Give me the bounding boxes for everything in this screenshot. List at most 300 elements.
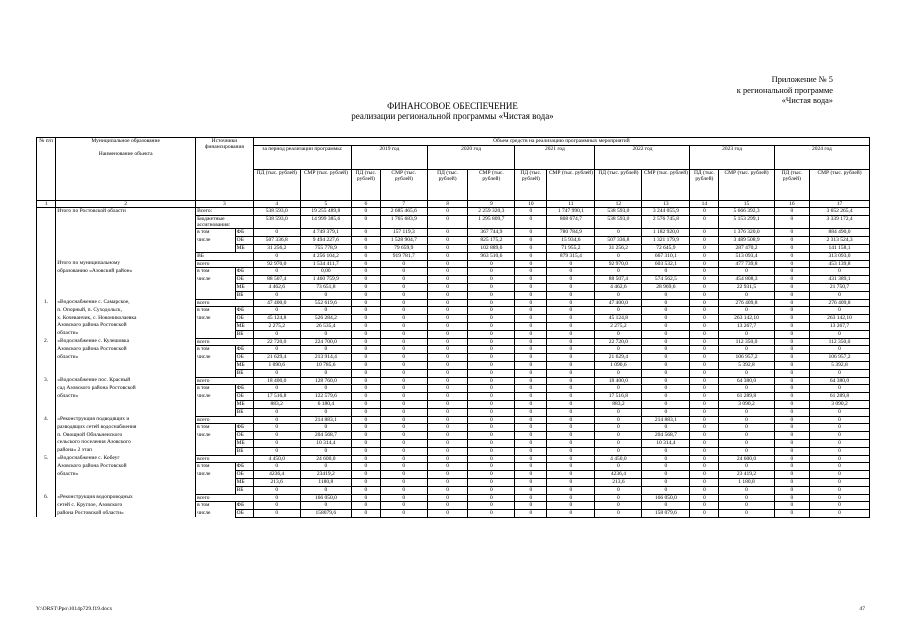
row-source [196,447,236,455]
header-municipality [56,138,196,201]
row-value: 64 380,0 [810,377,870,385]
row-value: 538 593,0 [595,208,642,216]
row-value: 0 [774,354,809,362]
row-value: 0 [351,307,380,315]
row-number [37,471,56,479]
row-value: 0 [642,377,690,385]
row-value: 214 883,1 [300,416,351,424]
row-value: 0 [810,385,870,393]
row-value: 0 [595,463,642,471]
row-source-type: МБ [235,245,253,253]
row-value: 0 [690,346,719,354]
row-value: 166 050,0 [300,494,351,502]
row-value: 667 310,1 [642,252,690,260]
table-row [37,486,870,494]
row-value: 0 [690,377,719,385]
row-value: 574 562,5 [642,276,690,284]
row-source: числе [196,393,236,401]
row-value: 0 [468,494,515,502]
row-source [196,322,236,330]
row-value: 0 [427,268,468,276]
header-year-2022: 2022 год [595,146,690,170]
row-value: 526 284,2 [300,315,351,323]
col-number: 1 [37,201,56,208]
row-value: 0 [595,291,642,299]
table-row [37,338,870,346]
row-value: 0 [690,330,719,338]
row-number: 6. [37,494,56,502]
row-value: 0 [774,291,809,299]
row-value: 0 [351,432,380,440]
row-value: 0 [642,291,690,299]
row-number [37,330,56,338]
row-value: 0 [468,268,515,276]
table-row [37,361,870,369]
col-number: 3 [196,201,254,208]
row-value: 0 [515,463,547,471]
row-value: 507 336,8 [253,237,300,245]
row-value: 0 [810,432,870,440]
row-value: 0 [774,299,809,307]
row-value: 0 [380,416,427,424]
row-value: 0 [468,283,515,291]
row-value: 0 [515,494,547,502]
row-value: 0 [719,385,775,393]
row-source: в том [196,463,236,471]
row-value: 0 [719,439,775,447]
row-name: «Водоснабжение с. Кулешовка [56,338,196,346]
row-value: 0 [380,338,427,346]
row-value: 0 [468,393,515,401]
row-value: 0 [300,369,351,377]
row-value: 0 [351,424,380,432]
row-source-type: ОБ [235,315,253,323]
row-source-type: МБ [235,283,253,291]
row-value: 4 462,6 [253,283,300,291]
row-value: 0 [547,354,595,362]
row-value: 0 [690,283,719,291]
row-value: 507 336,8 [595,237,642,245]
row-number [37,408,56,416]
row-value: 0 [547,393,595,401]
row-value: 0 [774,377,809,385]
row-value: 47 400,0 [595,299,642,307]
row-value: 0 [468,400,515,408]
row-value: 0 [642,463,690,471]
row-value: 0 [300,330,351,338]
row-value: 0 [427,361,468,369]
row-value: 0 [515,354,547,362]
row-value: 0 [380,268,427,276]
row-value: 0 [351,299,380,307]
row-value: 0 [468,354,515,362]
header-municipality-label: Муниципальное образование [91,138,160,144]
row-value: 0 [427,471,468,479]
row-value: 0 [253,291,300,299]
row-value: 0 [719,369,775,377]
table-row [37,510,870,518]
row-value: 0 [427,416,468,424]
row-value: 0 [515,307,547,315]
row-value: 5 392,8 [810,361,870,369]
row-number: 5. [37,455,56,463]
row-name: п. Опорный, п. Суходольск, [56,307,196,315]
row-value: 0 [253,346,300,354]
row-value: 23419,2 [300,471,351,479]
row-value: 0 [774,432,809,440]
row-source-type: ВБ [235,291,253,299]
row-value: 0 [351,400,380,408]
row-value: 1 747 990,1 [547,208,595,216]
row-value: 477 739,8 [719,260,775,268]
row-value: 0 [427,400,468,408]
col-number: 16 [774,201,809,208]
row-value: 0 [380,377,427,385]
row-source: числе [196,432,236,440]
row-value: 0 [774,361,809,369]
row-value: 13 267,7 [719,322,775,330]
row-number [37,439,56,447]
row-value: 0 [300,346,351,354]
row-value: 0 [253,369,300,377]
row-value: 128 760,0 [300,377,351,385]
row-value: 0 [300,502,351,510]
row-name: сетей с. Круглое, Азовского [56,502,196,510]
row-source-type: ОБ [235,471,253,479]
row-value: 0 [351,393,380,401]
row-value: 0 [427,252,468,260]
header-pd: ПД (тыс. рублей) [351,170,380,201]
row-value: 213,6 [595,478,642,486]
row-value: 0 [380,463,427,471]
row-value: 22 720,0 [595,338,642,346]
row-value: 0 [595,432,642,440]
row-name: области» [56,471,196,479]
row-value: 0 [547,369,595,377]
table-row [37,322,870,330]
row-value: 0 [547,478,595,486]
row-value: 0 [774,268,809,276]
row-number [37,393,56,401]
row-value: 0 [719,510,775,518]
row-value: 0 [774,260,809,268]
row-number [37,346,56,354]
row-value: 71 955,2 [547,245,595,253]
row-value: 538 593,0 [253,208,300,216]
row-name: сад Азовского района Ростовской [56,385,196,393]
row-value: 4 450,0 [253,455,300,463]
row-value: 0 [427,510,468,518]
row-value: 0 [810,478,870,486]
row-value: 0 [253,408,300,416]
row-value: 0 [253,268,300,276]
row-name [56,237,196,245]
row-value: 513 093,4 [719,252,775,260]
row-source: всего [196,377,254,385]
row-value: 0 [719,268,775,276]
row-value: 92 970,0 [253,260,300,268]
row-source-type: ОБ [235,276,253,284]
row-value: 0 [810,455,870,463]
row-value: 31 256,2 [595,245,642,253]
row-source: всего [196,299,254,307]
row-value: 0 [515,237,547,245]
row-value: 0 [351,463,380,471]
row-value: 0 [547,400,595,408]
row-value: 0 [468,346,515,354]
row-value: 0 [468,416,515,424]
row-source-type: ФБ [235,463,253,471]
row-name [56,245,196,253]
row-value: 0 [547,486,595,494]
row-value: 0 [690,338,719,346]
row-value: 0 [380,385,427,393]
header-pd: ПД (тыс. рублей) [253,170,300,201]
row-value: 0 [690,502,719,510]
row-source [196,408,236,416]
row-value: 0 [380,354,427,362]
row-value: 0 [515,424,547,432]
row-value: 780 784,9 [547,229,595,237]
row-value: 0 [427,307,468,315]
row-value: 0 [351,330,380,338]
col-number: 13 [642,201,690,208]
row-source-type: МБ [235,322,253,330]
row-source: в том [196,229,236,237]
row-number [37,291,56,299]
row-value: 18 400,0 [595,377,642,385]
row-value: 0 [690,400,719,408]
row-name: «Реконструкция подводящих и [56,416,196,424]
row-source: числе [196,354,236,362]
row-value: 0 [515,346,547,354]
row-value: 0 [380,361,427,369]
row-name [56,408,196,416]
row-value: 2 685 465,6 [380,208,427,216]
row-value: 0 [774,510,809,518]
row-value: 0 [427,463,468,471]
table-row [37,432,870,440]
row-value: 0 [642,369,690,377]
row-value: 0 [380,315,427,323]
row-value: 0 [719,346,775,354]
row-value: 22 931,5 [719,283,775,291]
row-value: 0 [427,245,468,253]
table-row [37,330,870,338]
row-name [56,369,196,377]
row-value: 0 [547,268,595,276]
row-source-type: ФБ [235,346,253,354]
row-value: 0 [547,439,595,447]
row-value: 0 [515,478,547,486]
row-source-type: МБ [235,361,253,369]
row-value: 213 914,4 [300,354,351,362]
table-row [37,463,870,471]
table-body [37,208,870,518]
row-value: 0 [380,299,427,307]
row-value: 0 [810,486,870,494]
table-row [37,494,870,502]
row-value: 0 [690,208,719,216]
row-value: 13 267,7 [810,322,870,330]
header-num: № п/п [37,138,56,201]
row-value: 0 [253,432,300,440]
row-value: 0 [595,346,642,354]
header-year-2019: 2019 год [351,146,427,170]
row-value: 0 [427,354,468,362]
row-value: 0 [427,315,468,323]
row-value: 0 [547,471,595,479]
row-value: 0 [515,299,547,307]
row-value: 454 808,3 [719,276,775,284]
row-value: 0 [351,369,380,377]
row-number [37,208,56,216]
row-value: 224 700,0 [300,338,351,346]
row-value: 0 [774,385,809,393]
row-value: 4 749 379,1 [300,229,351,237]
row-value: 0 [547,291,595,299]
row-value: 22 720,0 [253,338,300,346]
row-name: области» [56,393,196,401]
row-value: 0 [774,307,809,315]
row-value: 0 [547,416,595,424]
row-source: ВБ [196,252,254,260]
row-value: 2 576 745,8 [642,216,690,229]
row-value: 0 [547,377,595,385]
row-value: 0 [642,268,690,276]
row-value: 3 339 172,4 [810,216,870,229]
row-value: 431 389,1 [810,276,870,284]
table-row [37,307,870,315]
row-value: 19 255 489,8 [300,208,351,216]
row-value: 0 [515,400,547,408]
row-source [196,478,236,486]
row-value: 0 [253,494,300,502]
row-value: 263 142,10 [719,315,775,323]
row-value: 0 [253,510,300,518]
row-value: 2 275,2 [253,322,300,330]
row-value: 1 528 904,7 [380,237,427,245]
row-value: 1180,8 [300,478,351,486]
row-value: 0 [515,385,547,393]
row-value: 0 [595,385,642,393]
row-number [37,245,56,253]
row-value: 0 [642,502,690,510]
row-value: 0 [690,471,719,479]
row-value: 0 [468,486,515,494]
row-source: всего [196,494,254,502]
row-value: 0 [547,338,595,346]
row-value: 0 [719,486,775,494]
header-smr: СМР (тыс. рублей) [300,170,351,201]
row-number [37,283,56,291]
row-number [37,260,56,268]
row-source: числе [196,276,236,284]
row-value: 0 [300,307,351,315]
row-value: 0 [774,237,809,245]
row-value: 0 [595,369,642,377]
table-row [37,315,870,323]
row-value: 0 [774,455,809,463]
row-value: 0 [468,338,515,346]
row-number [37,307,56,315]
row-value: 0 [351,245,380,253]
row-value: 0 [468,478,515,486]
row-value: 0 [380,330,427,338]
row-value: 0 [427,385,468,393]
row-value: 5 392,8 [719,361,775,369]
row-source: в том [196,268,236,276]
row-value: 0 [253,486,300,494]
row-value: 0 [427,486,468,494]
table-row [37,346,870,354]
row-value: 2 259 320,3 [468,208,515,216]
row-value: 166 050,0 [642,494,690,502]
row-value: 0 [719,424,775,432]
row-value: 88 507,4 [595,276,642,284]
row-value: 0 [468,377,515,385]
row-value: 0 [253,252,300,260]
row-value: 0 [380,478,427,486]
row-source: в том [196,502,236,510]
row-value: 0 [253,463,300,471]
row-value: 0 [810,416,870,424]
row-value: 106 957,2 [810,354,870,362]
row-value: 0 [810,471,870,479]
row-value: 0 [719,408,775,416]
table-row [37,252,870,260]
row-name [56,276,196,284]
row-value: 0 [427,494,468,502]
row-value: 0 [547,408,595,416]
row-value: 0 [468,299,515,307]
row-value: 0 [774,447,809,455]
row-value: 0 [774,471,809,479]
row-value: 0 [468,260,515,268]
row-value: 0 [380,291,427,299]
row-source [196,439,236,447]
row-value: 0 [690,393,719,401]
row-value: 0 [351,408,380,416]
header-smr: СМР (тыс. рублей) [468,170,515,201]
table-row [37,237,870,245]
row-value: 0 [774,315,809,323]
row-source-type: ФБ [235,307,253,315]
row-number: 2. [37,338,56,346]
row-value: 0 [427,424,468,432]
row-value: 0 [774,330,809,338]
row-value: 21 750,7 [810,283,870,291]
row-value: 0 [642,299,690,307]
row-value: 0 [642,400,690,408]
row-number [37,252,56,260]
row-value: 0 [468,439,515,447]
row-source-type: МБ [235,478,253,486]
row-value: 0 [547,330,595,338]
row-name: п. Овощной Обильненского [56,432,196,440]
row-value: 6 180,4 [300,400,351,408]
row-value: 0 [351,315,380,323]
row-value: 0 [351,322,380,330]
row-value: 0 [642,447,690,455]
row-value: 204 568,7 [642,432,690,440]
row-value: 0 [300,424,351,432]
row-value: 0 [468,369,515,377]
row-value: 0 [427,502,468,510]
row-value: 0 [380,400,427,408]
row-source: числе [196,237,236,245]
row-value: 5 153 299,1 [719,216,775,229]
